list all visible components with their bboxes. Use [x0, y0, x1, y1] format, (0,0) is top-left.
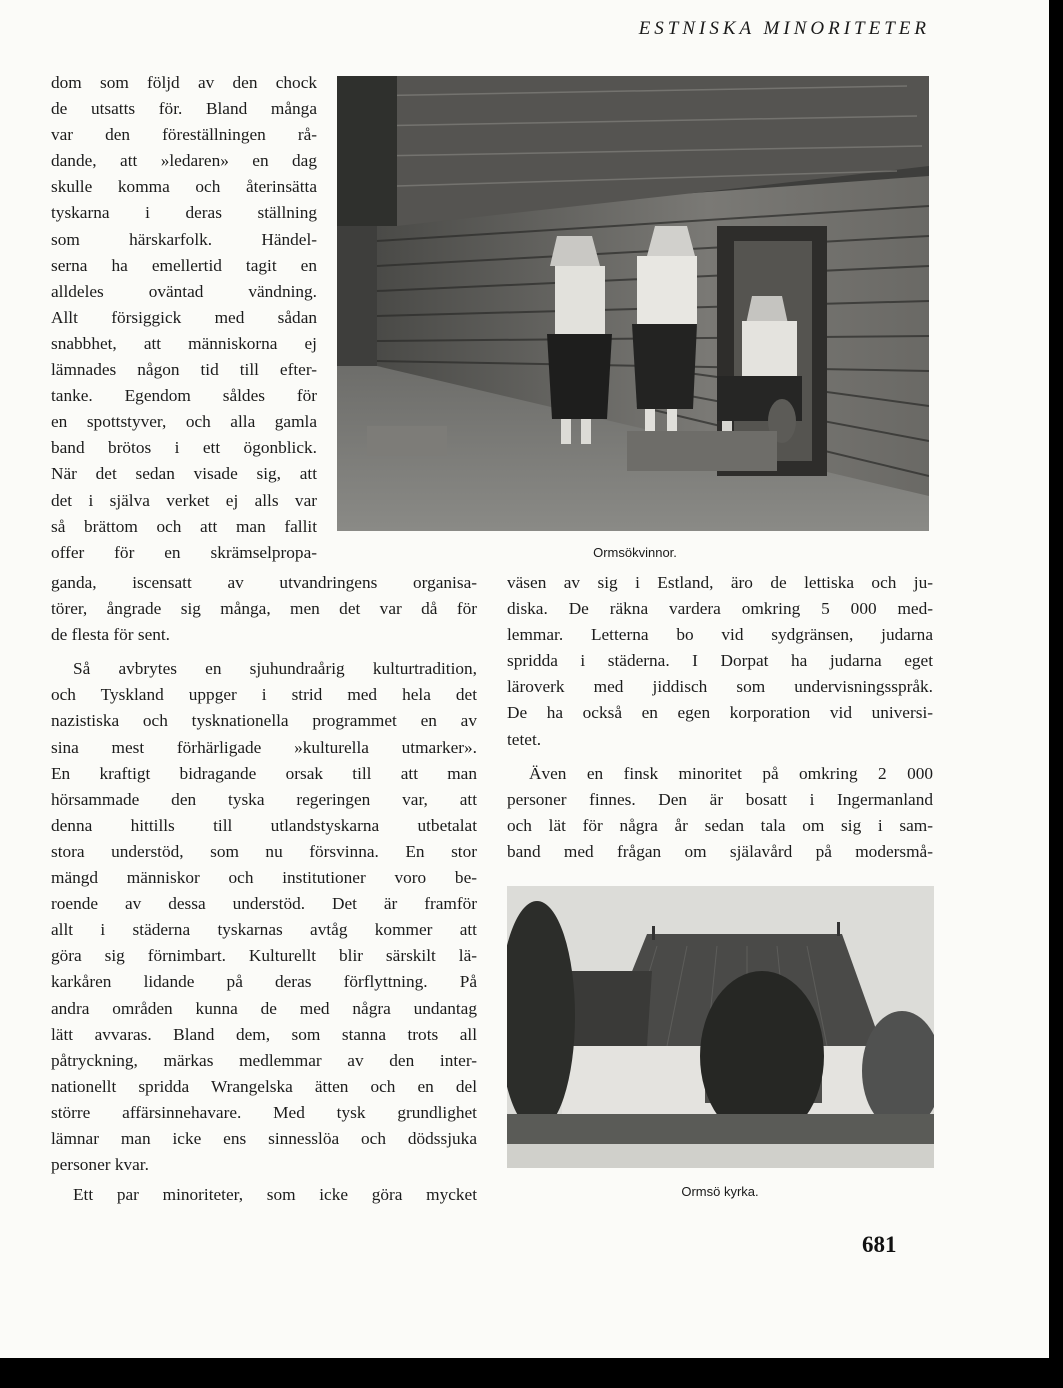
text-line: de flesta för sent. — [51, 625, 171, 645]
text-line: Ett par minoriteter, som icke göra mycket — [73, 1185, 477, 1205]
narrow-column — [51, 70, 317, 566]
text-line: dande, att »ledaren» en dag — [51, 151, 317, 171]
text-line: påtryckning, märkas medlemmar av den inter- — [51, 1050, 477, 1070]
text-line: tanke. Egendom såldes för — [51, 386, 317, 406]
right-column — [507, 570, 933, 865]
text-line: lätt avvaras. Bland dem, som stanna trots all — [51, 1024, 477, 1044]
text-line: spridda i städerna. I Dorpat ha judarna eget — [507, 651, 933, 671]
woman-figure-left — [547, 236, 612, 444]
text-line: En kraftigt bidragande orsak till att man — [51, 763, 477, 783]
text-line: offer för en skrämselpropa- — [51, 542, 317, 562]
text-line: nazistiska och tysknationella programmet en av — [51, 711, 477, 731]
text-line: roende av dessa understöd. Det är framför — [51, 894, 477, 914]
text-line: snabbhet, att människorna ej — [51, 333, 317, 353]
text-line: Allt försiggick med sådan — [51, 307, 317, 327]
text-line: de utsatts för. Bland många — [51, 99, 317, 119]
text-line: väsen av sig i Estland, äro de lettiska och ju- — [507, 573, 933, 592]
text-line: nationellt spridda Wrangelska ätten och en del — [51, 1076, 477, 1096]
text-line: göra sig förnimbart. Kulturellt blir särskilt lä- — [51, 946, 477, 966]
text-line: hörsammade den tyska regeringen var, att — [51, 789, 477, 809]
text-line: band med frågan om själavård på modersmå- — [507, 841, 933, 861]
left-column — [51, 570, 477, 1208]
text-line: så brättom och att man fallit — [51, 516, 317, 536]
text-line: band brötos i ett ögonblick. — [51, 438, 317, 458]
photo-ormso-women — [337, 76, 929, 531]
text-line: som härskarfolk. Händel- — [51, 229, 317, 249]
text-line: Så avbrytes en sjuhundraårig kulturtradition, — [73, 659, 477, 679]
text-line: diska. De räkna vardera omkring 5 000 med- — [507, 599, 933, 619]
text-line: lemmar. Letterna bo vid sydgränsen, judarna — [507, 625, 933, 645]
text-line: tetet. — [507, 729, 542, 749]
text-line: dom som följd av den chock — [51, 73, 317, 92]
running-head: ESTNISKA MINORITETER — [638, 18, 930, 39]
text-line: När det sedan visade sig, att — [51, 464, 317, 484]
text-line: en spottstyver, och alla gamla — [51, 412, 317, 432]
page-number: 681 — [862, 1232, 897, 1257]
photo-ormso-women-image — [337, 76, 929, 531]
text-line: större affärsinnehavare. Med tysk grundlighet — [51, 1102, 477, 1122]
text-line: alldeles oväntad vändning. — [51, 281, 317, 301]
text-line: stora understöd, som nu försvinna. En stor — [51, 841, 477, 861]
caption-church: Ormsö kyrka. — [681, 1184, 759, 1199]
text-line: lämnades någon tid till efter- — [51, 360, 317, 380]
text-line: ganda, iscensatt av utvandringens organisa- — [51, 573, 477, 592]
text-line: denna hittills till utlandstyskarna utbetalat — [51, 815, 477, 835]
photo-ormso-church — [507, 886, 934, 1168]
text-line: personer kvar. — [51, 1155, 149, 1175]
text-line: och lät för några år sedan tala om sig i sam- — [507, 815, 933, 835]
text-line: karkåren lidande på deras förflyttning. På — [51, 972, 477, 992]
text-line: mängd människor och institutioner voro be- — [51, 868, 477, 888]
text-line: var den föreställningen rå- — [51, 125, 317, 145]
text-line: De ha också en egen korporation vid universi- — [507, 703, 933, 723]
text-line: tyskarna i deras ställning — [51, 203, 317, 223]
text-line: personer finnes. Den är bosatt i Ingermanland — [507, 789, 933, 809]
text-line: och Tyskland uppger i strid med hela det — [51, 685, 477, 705]
text-line: allt i städerna tyskarnas avtåg kommer att — [51, 920, 477, 940]
text-line: serna ha emellertid tagit en — [51, 255, 317, 275]
text-line: det i själva verket ej alls var — [51, 490, 317, 510]
text-line: skulle komma och återinsätta — [51, 177, 317, 197]
text-line: sina mest förhärligade »kulturella utmarker». — [51, 737, 477, 757]
text-line: andra områden kunna de med några undantag — [51, 998, 477, 1018]
text-line: törer, ångrade sig många, men det var då för — [51, 599, 477, 619]
text-line: lämnar man icke ens sinnesslöa och dödssjuka — [51, 1128, 477, 1148]
photo-ormso-church-image — [507, 886, 934, 1168]
text-line: läroverk med jiddisch som undervisningsspråk. — [507, 677, 933, 697]
caption-women: Ormsökvinnor. — [593, 545, 677, 560]
text-line: Även en finsk minoritet på omkring 2 000 — [529, 763, 933, 783]
woman-figure-middle — [632, 226, 697, 439]
